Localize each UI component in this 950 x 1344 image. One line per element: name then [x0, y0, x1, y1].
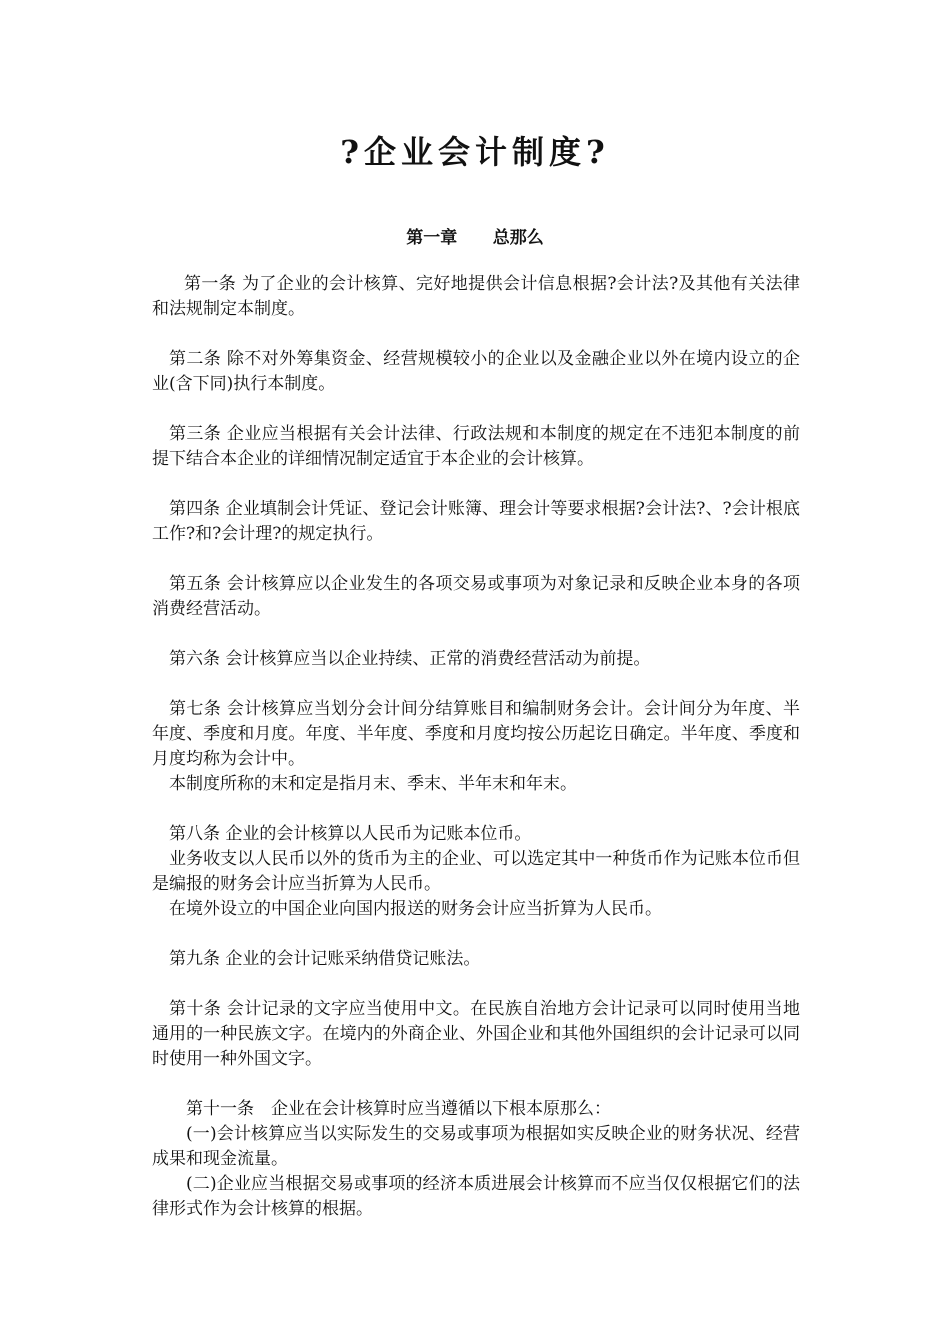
article-6: 第六条 会计核算应当以企业持续、正常的消费经营活动为前提。: [169, 649, 651, 669]
article-8-clause-3: 在境外设立的中国企业向国内报送的财务会计应当折算为人民币。: [169, 899, 662, 919]
document-title: ?企业会计制度?: [340, 133, 610, 171]
article-7-note: 本制度所称的末和定是指月末、季末、半年末和年末。: [169, 774, 577, 794]
chapter-heading: 第一章 总那么: [406, 228, 544, 248]
article-2: 第二条 除不对外筹集资金、经营规模较小的企业以及金融企业以外在境内设立的企业(含下同)执行本制度。: [152, 349, 800, 394]
article-8-clause-2: 业务收支以人民币以外的货币为主的企业、可以选定其中一种货币作为记账本位币但是编报的财务会计应当折算为人民币。: [152, 849, 800, 894]
article-4: 第四条 企业填制会计凭证、登记会计账簿、理会计等要求根据?会计法?、?会计根底工作?和?会计理?的规定执行。: [152, 499, 800, 544]
article-8: 第八条 企业的会计核算以人民币为记账本位币。: [169, 824, 532, 844]
article-11-item-1: (一)会计核算应当以实际发生的交易或事项为根据如实反映企业的财务状况、经营成果和现金流量。: [152, 1124, 800, 1169]
article-10: 第十条 会计记录的文字应当使用中文。在民族自治地方会计记录可以同时使用当地通用的一种民族文字。在境内的外商企业、外国企业和其他外国组织的会计记录可以同时使用一种外国文字。: [152, 999, 800, 1069]
article-9: 第九条 企业的会计记账采纳借贷记账法。: [169, 949, 481, 969]
document-body: [152, 272, 800, 1222]
article-1: 第一条 为了企业的会计核算、完好地提供会计信息根据?会计法?及其他有关法律和法规制定本制度。: [152, 274, 800, 319]
article-11: 第十一条 企业在会计核算时应当遵循以下根本原那么：: [186, 1099, 611, 1119]
article-3: 第三条 企业应当根据有关会计法律、行政法规和本制度的规定在不违犯本制度的前提下结合本企业的详细情况制定适宜于本企业的会计核算。: [152, 424, 800, 469]
article-11-item-2: (二)企业应当根据交易或事项的经济本质进展会计核算而不应当仅仅根据它们的法律形式作为会计核算的根据。: [152, 1174, 800, 1219]
article-5: 第五条 会计核算应以企业发生的各项交易或事项为对象记录和反映企业本身的各项消费经营活动。: [152, 574, 800, 619]
article-7: 第七条 会计核算应当划分会计间分结算账目和编制财务会计。会计间分为年度、半年度、季度和月度。年度、半年度、季度和月度均按公历起讫日确定。半年度、季度和月度均称为会计中。: [152, 699, 800, 769]
